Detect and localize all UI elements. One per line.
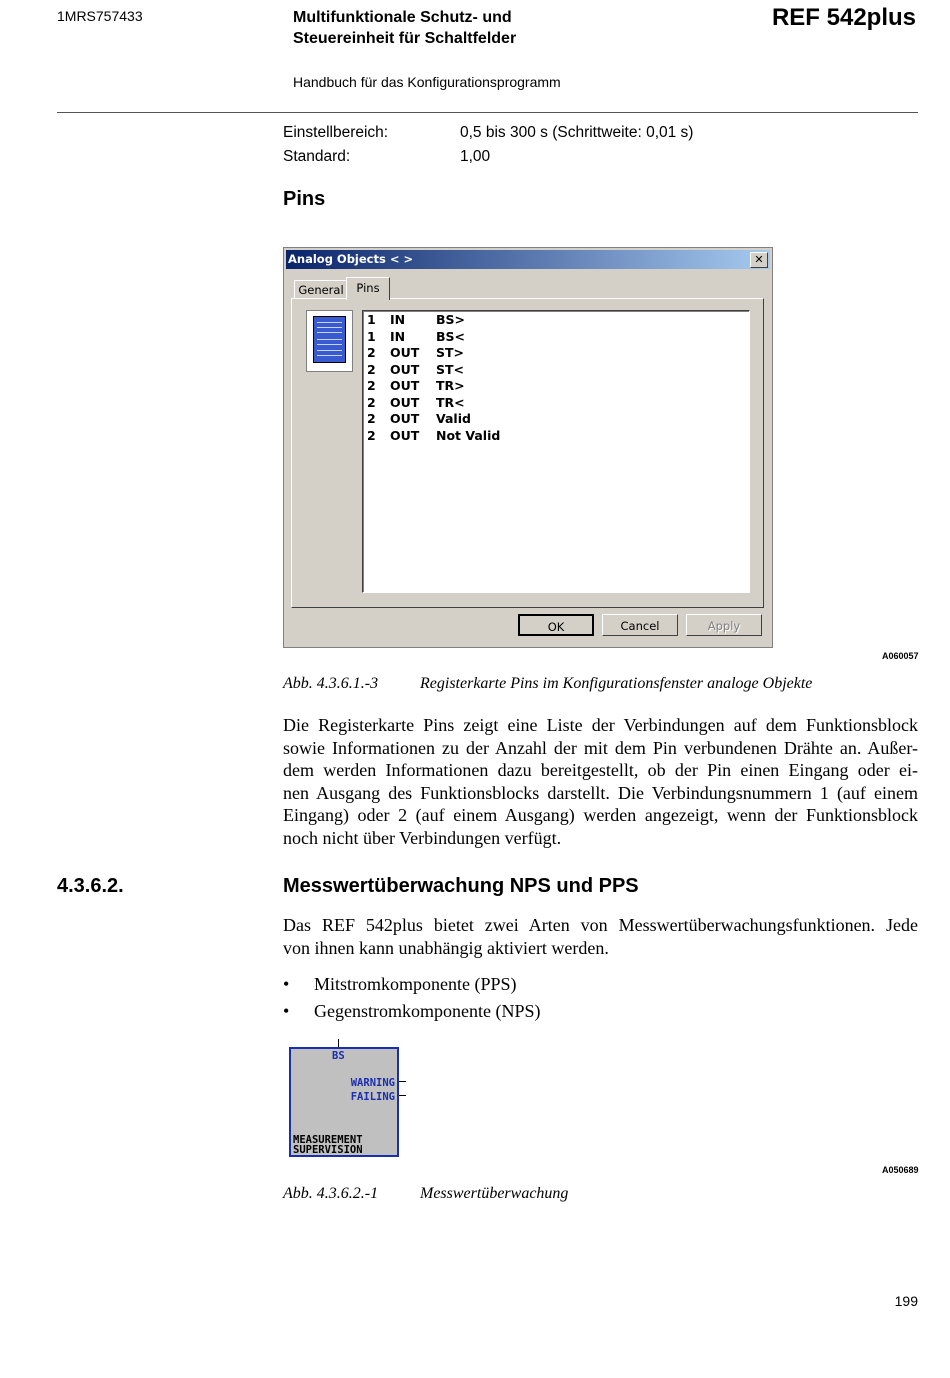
section-number: 4.3.6.2. [57,875,124,897]
function-block-icon [313,316,346,363]
setting-label: Einstellbereich: [283,124,389,141]
figure-caption-text: Registerkarte Pins im Konfigurationsfenster analoge Objekte [420,675,813,692]
tab-panel [291,298,764,608]
close-icon[interactable]: ✕ [750,252,768,268]
title-line-1: Multifunktionale Schutz- und [293,9,512,26]
ok-button[interactable]: OK [518,614,594,636]
tab-pins[interactable]: Pins [346,277,390,300]
output-pin-line [398,1081,406,1082]
figure-number: Abb. 4.3.6.1.-3 [283,675,379,692]
output-pin-line [398,1095,406,1096]
setting-value: 1,00 [460,148,491,165]
analog-objects-dialog [283,247,773,648]
dialog-title: Analog Objects < > [288,252,414,266]
setting-label: Standard: [283,148,351,165]
input-pin-label: BS [332,1050,345,1062]
manual-subtitle: Handbuch für das Konfigurationsprogramm [293,74,561,90]
block-thumbnail [306,310,353,372]
document-id: 1MRS757433 [57,8,143,24]
paragraph-pins-description: Die Registerkarte Pins zeigt eine Liste der Verbindungen auf dem Funktionsblock sowie Informationen zu der Anzahl der mit dem Pin verbundenen Drähte an. Außer- dem werden Informationen dazu bereitgestellt, ob der Pin einen Eingang oder ei- nen Ausgang des Funktionsblocks darstellt. Die Verbindungsnummern 1 (auf einem Eingang) oder 2 (auf einem Ausgang) werden angezeigt, wenn der Funktionsblock noch nicht über Verbindungen verfügt. [283,715,918,848]
pins-heading: Pins [283,188,326,210]
document-title [293,7,613,49]
cancel-button[interactable]: Cancel [602,614,678,636]
figure-caption-text: Messwertüberwachung [420,1185,569,1202]
apply-button[interactable]: Apply [686,614,762,636]
setting-value: 0,5 bis 300 s (Schrittweite: 0,01 s) [460,124,694,141]
section-title: Messwertüberwachung NPS und PPS [283,875,639,897]
block-name-line-1: MEASUREMENT [293,1134,363,1146]
figure-number: Abb. 4.3.6.2.-1 [283,1185,379,1202]
output-pin-label: FAILING [350,1091,395,1103]
figure-code: A060057 [882,651,919,661]
block-name-line-2: SUPERVISION [293,1144,363,1156]
output-pin-label: WARNING [350,1077,395,1089]
tab-general[interactable]: General [294,280,348,299]
figure-code: A050689 [882,1165,919,1175]
pin-list[interactable]: 1 IN BS> 1 IN BS< 2 OUT ST> 2 OUT ST< 2 OUT TR> 2 OUT TR< 2 OUT Valid 2 OUT Not Valid [362,310,750,593]
measurement-supervision-block [289,1047,399,1157]
product-name: REF 542plus [771,4,916,31]
header-divider [57,112,918,113]
page-number: 199 [894,1293,918,1309]
paragraph-supervision-intro: Das REF 542plus bietet zwei Arten von Messwertüberwachungsfunktionen. Jede von ihnen kann unabhängig aktiviert werden. [283,915,918,958]
dialog-titlebar[interactable] [286,250,770,269]
title-line-2: Steuereinheit für Schaltfelder [293,30,517,47]
